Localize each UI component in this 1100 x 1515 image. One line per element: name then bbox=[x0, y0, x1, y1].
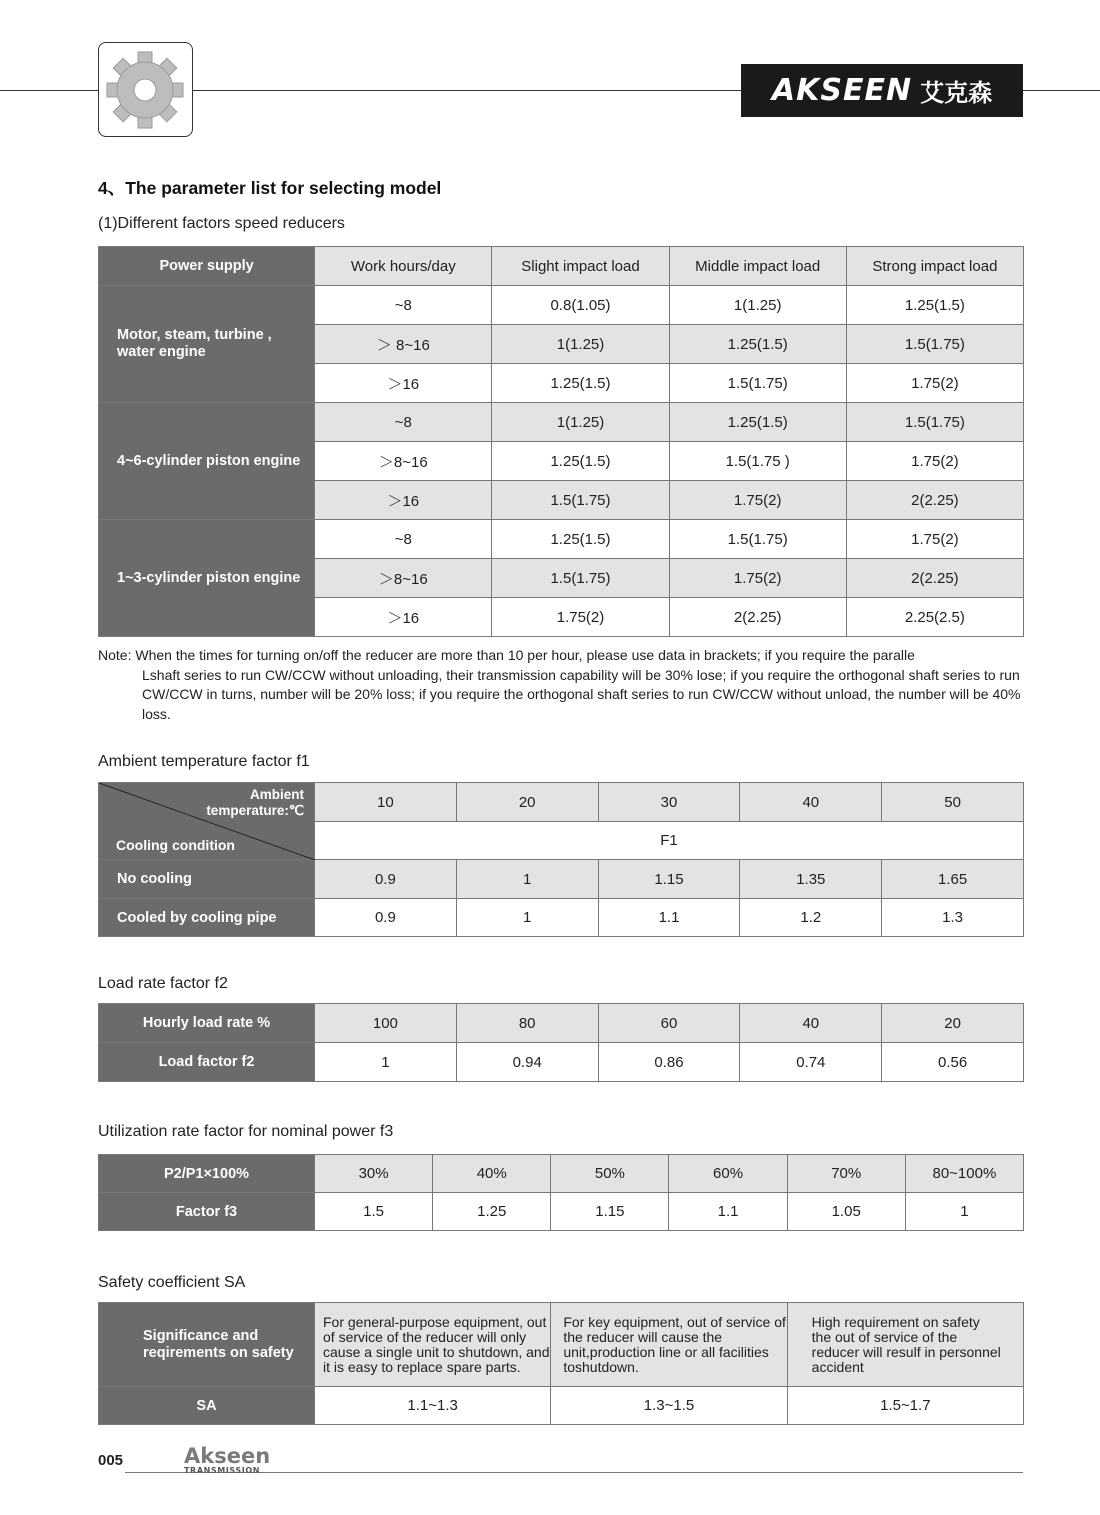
table-cell: 1.5(1.75) bbox=[669, 364, 846, 403]
cell: 1.35 bbox=[740, 860, 882, 899]
brand-name-cn: 艾克森 bbox=[920, 79, 993, 107]
table-cell: 2(2.25) bbox=[846, 559, 1023, 598]
cell: 20 bbox=[882, 1004, 1024, 1043]
temp-30: 30 bbox=[598, 783, 740, 822]
page-number: 005 bbox=[98, 1452, 124, 1469]
cell: 1.5~1.7 bbox=[787, 1387, 1023, 1425]
table-cell: 1.25(1.5) bbox=[492, 364, 669, 403]
note-text bbox=[98, 646, 1026, 724]
load-subtitle: Load rate factor f2 bbox=[98, 975, 228, 992]
table-row bbox=[99, 286, 1024, 325]
cell: 1.3~1.5 bbox=[551, 1387, 787, 1425]
factors-subtitle: (1)Different factors speed reducers bbox=[98, 215, 345, 232]
table-cell: 1.5(1.75) bbox=[669, 520, 846, 559]
table-cell: 1.75(2) bbox=[846, 442, 1023, 481]
temp-50: 50 bbox=[882, 783, 1024, 822]
cell: 1.5 bbox=[315, 1193, 433, 1231]
table-cell: ~8 bbox=[315, 403, 492, 442]
cell: 1.2 bbox=[740, 899, 882, 937]
util-subtitle: Utilization rate factor for nominal power f3 bbox=[98, 1123, 394, 1140]
cell: 0.94 bbox=[456, 1043, 598, 1082]
cell: 60% bbox=[669, 1155, 787, 1193]
header-rule-left bbox=[0, 90, 98, 91]
temp-40: 40 bbox=[740, 783, 882, 822]
util-table bbox=[98, 1154, 1024, 1231]
table-cell: 1.5(1.75) bbox=[492, 559, 669, 598]
table-cell: 1(1.25) bbox=[492, 325, 669, 364]
table-cell: 2(2.25) bbox=[669, 598, 846, 637]
p2p1-label: P2/P1×100% bbox=[99, 1155, 315, 1193]
factors-header-0: Power supply bbox=[99, 247, 315, 286]
power-supply-group-label: 4~6-cylinder piston engine bbox=[99, 403, 315, 520]
no-cooling-label: No cooling bbox=[99, 860, 315, 899]
table-cell: 2.25(2.5) bbox=[846, 598, 1023, 637]
footer-logo-text: Akseen bbox=[184, 1444, 271, 1468]
power-supply-group-label: Motor, steam, turbine , water engine bbox=[99, 286, 315, 403]
footer-logo-sub: TRANSMISSION bbox=[184, 1466, 261, 1475]
table-cell: 1.75(2) bbox=[846, 364, 1023, 403]
ambient-table bbox=[98, 782, 1024, 937]
temp-10: 10 bbox=[315, 783, 457, 822]
factor-f3-label: Factor f3 bbox=[99, 1193, 315, 1231]
table-cell: 1(1.25) bbox=[492, 403, 669, 442]
section-title: 4、The parameter list for selecting model bbox=[98, 178, 442, 198]
table-cell: 1.5(1.75 ) bbox=[669, 442, 846, 481]
table-cell: 2(2.25) bbox=[846, 481, 1023, 520]
header-rule-middle bbox=[193, 90, 741, 91]
gear-icon-frame bbox=[98, 42, 193, 137]
f1-label: F1 bbox=[315, 822, 1024, 860]
power-supply-group-label: 1~3-cylinder piston engine bbox=[99, 520, 315, 637]
table-row bbox=[99, 520, 1024, 559]
sa-label: SA bbox=[99, 1387, 315, 1425]
cell: 1.15 bbox=[551, 1193, 669, 1231]
factors-header-2: Slight impact load bbox=[492, 247, 669, 286]
table-cell: 1.25(1.5) bbox=[492, 442, 669, 481]
safety-subtitle: Safety coefficient SA bbox=[98, 1274, 246, 1291]
table-cell: 1.25(1.5) bbox=[846, 286, 1023, 325]
cell: 1.65 bbox=[882, 860, 1024, 899]
brand-logo bbox=[741, 64, 1023, 117]
cell: 70% bbox=[787, 1155, 905, 1193]
ambient-subtitle: Ambient temperature factor f1 bbox=[98, 753, 310, 770]
table-cell: 1.25(1.5) bbox=[669, 325, 846, 364]
factors-table bbox=[98, 246, 1024, 637]
cell: 1.1 bbox=[669, 1193, 787, 1231]
table-cell: 1(1.25) bbox=[669, 286, 846, 325]
load-table bbox=[98, 1003, 1024, 1082]
cell: 0.74 bbox=[740, 1043, 882, 1082]
ambient-corner-top: Ambient temperature:℃ bbox=[206, 787, 304, 818]
cell: 80~100% bbox=[905, 1155, 1023, 1193]
safety-desc-high: High requirement on safety the out of service of the reducer will resulf in personnel accident bbox=[787, 1303, 1023, 1387]
cell: 1.3 bbox=[882, 899, 1024, 937]
table-cell: 1.5(1.75) bbox=[846, 403, 1023, 442]
table-cell: 0.8(1.05) bbox=[492, 286, 669, 325]
note-line-rest: Lshaft series to run CW/CCW without unloading, their transmission capability will be 30% lose; if you require the orthogonal shaft series to run CW/CCW in turns, number will be 20% loss; if you require the orthogonal shaft series to run CW/CCW without unload, the number will be 40% loss. bbox=[142, 666, 1021, 722]
table-cell: 1.75(2) bbox=[846, 520, 1023, 559]
table-cell: 1.25(1.5) bbox=[669, 403, 846, 442]
cell: 1.05 bbox=[787, 1193, 905, 1231]
cell: 1 bbox=[456, 899, 598, 937]
table-cell: 1.25(1.5) bbox=[492, 520, 669, 559]
cell: 1 bbox=[315, 1043, 457, 1082]
cooled-pipe-label: Cooled by cooling pipe bbox=[99, 899, 315, 937]
table-cell: ＞16 bbox=[315, 481, 492, 520]
table-cell: 1.75(2) bbox=[492, 598, 669, 637]
note-line-1: Note: When the times for turning on/off the reducer are more than 10 per hour, please use data in brackets; if you require the paralle bbox=[98, 647, 915, 663]
load-factor-label: Load factor f2 bbox=[99, 1043, 315, 1082]
cell: 0.9 bbox=[315, 899, 457, 937]
safety-desc-general: For general-purpose equipment, out of service of the reducer will only cause a single unit to shutdown, and it is easy to replace spare parts. bbox=[315, 1303, 551, 1387]
cell: 0.56 bbox=[882, 1043, 1024, 1082]
table-cell: 1.75(2) bbox=[669, 481, 846, 520]
factors-header-3: Middle impact load bbox=[669, 247, 846, 286]
brand-name-en: AKSEEN bbox=[771, 73, 913, 108]
cell: 1 bbox=[456, 860, 598, 899]
cell: 0.9 bbox=[315, 860, 457, 899]
cell: 1.1 bbox=[598, 899, 740, 937]
cell: 1.1~1.3 bbox=[315, 1387, 551, 1425]
factors-header-4: Strong impact load bbox=[846, 247, 1023, 286]
table-row bbox=[99, 403, 1024, 442]
cell: 50% bbox=[551, 1155, 669, 1193]
table-cell: ＞8~16 bbox=[315, 559, 492, 598]
hourly-load-label: Hourly load rate % bbox=[99, 1004, 315, 1043]
footer-logo bbox=[184, 1446, 270, 1475]
cell: 30% bbox=[315, 1155, 433, 1193]
cell: 1 bbox=[905, 1193, 1023, 1231]
cell: 0.86 bbox=[598, 1043, 740, 1082]
table-cell: ＞16 bbox=[315, 364, 492, 403]
temp-20: 20 bbox=[456, 783, 598, 822]
ambient-corner-cell bbox=[99, 783, 315, 860]
table-cell: ~8 bbox=[315, 520, 492, 559]
ambient-corner-bottom: Cooling condition bbox=[116, 837, 235, 853]
table-cell: 1.5(1.75) bbox=[846, 325, 1023, 364]
cell: 1.25 bbox=[433, 1193, 551, 1231]
cell: 60 bbox=[598, 1004, 740, 1043]
cell: 1.15 bbox=[598, 860, 740, 899]
table-cell: 1.75(2) bbox=[669, 559, 846, 598]
table-cell: ~8 bbox=[315, 286, 492, 325]
cell: 40% bbox=[433, 1155, 551, 1193]
table-cell: ＞8~16 bbox=[315, 442, 492, 481]
table-cell: 1.5(1.75) bbox=[492, 481, 669, 520]
header-rule-right bbox=[1023, 90, 1100, 91]
table-cell: ＞ 8~16 bbox=[315, 325, 492, 364]
cell: 80 bbox=[456, 1004, 598, 1043]
table-cell: ＞16 bbox=[315, 598, 492, 637]
safety-desc-key: For key equipment, out of service of the reducer will cause the unit,production line or all facilities toshutdown. bbox=[551, 1303, 787, 1387]
safety-table bbox=[98, 1302, 1024, 1425]
cell: 40 bbox=[740, 1004, 882, 1043]
factors-header-1: Work hours/day bbox=[315, 247, 492, 286]
cell: 100 bbox=[315, 1004, 457, 1043]
safety-requirements-label: Significance and reqirements on safety bbox=[99, 1303, 315, 1387]
gear-icon bbox=[99, 43, 191, 135]
